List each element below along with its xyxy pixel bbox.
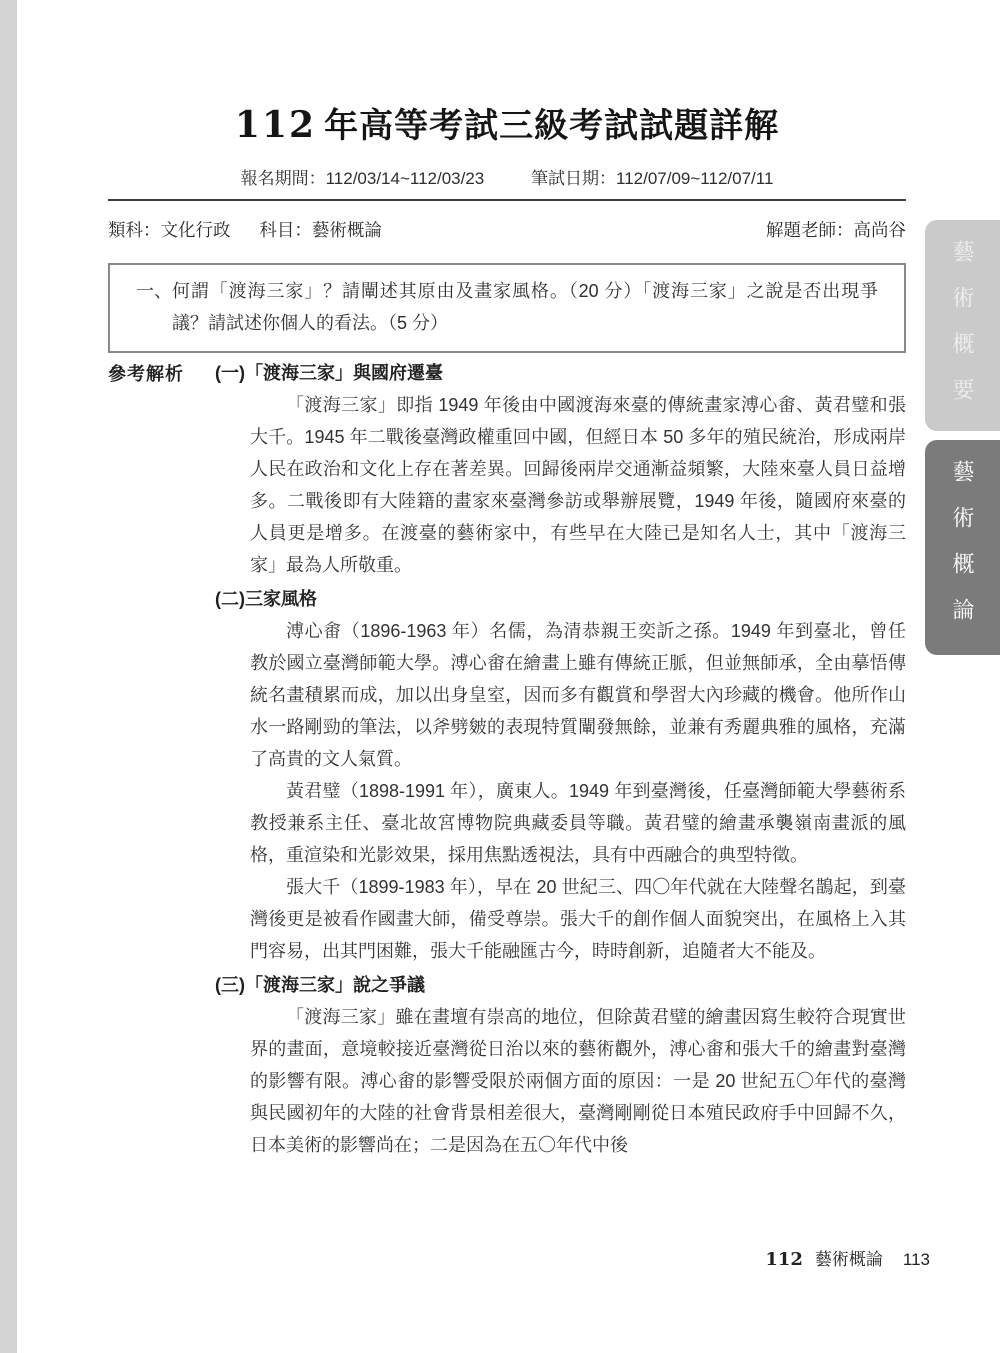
side-tab-art-overview-label: 藝術概要 (950, 240, 975, 424)
section-3-marker: (三) (215, 975, 245, 995)
page-title (108, 103, 906, 155)
section-3-heading (215, 969, 906, 1001)
written-exam-date-value: 112/07/09~112/07/11 (616, 169, 774, 188)
category-subject-line (108, 217, 382, 243)
solver-line (766, 217, 906, 243)
analysis-section-2 (215, 583, 906, 967)
section-2-heading (215, 583, 906, 615)
footer-page-number: 113 (902, 1250, 930, 1269)
section-2-paragraph-3: 張大千（1899-1983 年），早在 20 世紀三、四〇年代就在大陸聲名鵲起，到臺灣後更是被看作國畫大師，備受尊崇。張大千的創作個人面貌突出，在風格上入其門容易，出其門困難，張大千能融匯古今，時時創新，追隨者大不能及。 (250, 877, 906, 961)
registration-period (241, 167, 485, 191)
section-2-heading-text: 三家風格 (245, 589, 317, 609)
section-2-paragraph-1: 溥心畬（1896-1963 年）名儒，為清恭親王奕訢之孫。1949 年到臺北，曾任教於國立臺灣師範大學。溥心畬在繪畫上雖有傳統正脈，但並無師承，全由摹悟傳統名畫積累而成，加以出身皇室，因而多有觀賞和學習大內珍藏的機會。他所作山水一路剛勁的筆法，以斧劈皴的表現特質闡發無餘，並兼有秀麗典雅的風格，充滿了高貴的文人氣質。 (250, 621, 906, 769)
section-1-paragraph-1: 「渡海三家」即指 1949 年後由中國渡海來臺的傳統畫家溥心畬、黃君璧和張大千。1945 年二戰後臺灣政權重回中國，但經日本 50 多年的殖民統治，形成兩岸人民在政治和文化上存在著差異。回歸後兩岸交通漸益頻繁，大陸來臺人員日益增多。二戰後即有大陸籍的畫家來臺灣參訪或舉辦展覽，1949 年後，隨國府來臺的人員更是增多。在渡臺的藝術家中，有些早在大陸已是知名人士，其中「渡海三家」最為人所敬重。 (250, 395, 906, 575)
section-3-heading-text: 「渡海三家」說之爭議 (245, 975, 425, 995)
analysis-section-3 (215, 969, 906, 1161)
written-exam-date-label: 筆試日期： (531, 169, 616, 188)
question-number: 一、 (136, 281, 172, 301)
section-1-marker: (一) (215, 363, 245, 383)
analysis-section-1 (215, 357, 906, 581)
section-1-heading-text: 「渡海三家」與國府遷臺 (245, 363, 443, 383)
section-3-paragraph-1: 「渡海三家」雖在畫壇有崇高的地位，但除黃君璧的繪畫因寫生較符合現實世界的畫面，意境較接近臺灣從日治以來的藝術觀外，溥心畬和張大千的繪畫對臺灣的影響有限。溥心畬的影響受限於兩個方面的原因：一是 20 世紀五〇年代的臺灣與民國初年的大陸的社會背景相差很大，臺灣剛剛從日本殖民政府手中回歸不久，日本美術的影響尚在；二是因為在五〇年代中後 (250, 1007, 906, 1155)
side-tab-art-overview (925, 220, 1000, 431)
analysis-label: 參考解析 (108, 364, 184, 384)
footer-subject: 藝術概論 (814, 1250, 883, 1269)
page-title-year: 112 (234, 104, 317, 146)
solver-name: 高尚谷 (853, 220, 906, 240)
page-title-text: 年高等考試三級考試試題詳解 (324, 107, 780, 145)
page-content (108, 0, 906, 1161)
meta-row (108, 217, 906, 243)
category-value: 文化行政 (160, 220, 231, 240)
page-footer (765, 1245, 930, 1270)
category (108, 220, 231, 240)
section-2-paragraph-2: 黃君璧（1898-1991 年），廣東人。1949 年到臺灣後，任臺灣師範大學藝術系教授兼系主任、臺北故宮博物院典藏委員等職。黃君璧的繪畫承襲嶺南畫派的風格，重渲染和光影效果，採用焦點透視法，具有中西融合的典型特徵。 (250, 781, 906, 865)
subject-value: 藝術概論 (311, 220, 382, 240)
footer-year: 112 (765, 1249, 803, 1270)
header-divider (108, 199, 906, 201)
written-exam-date (531, 167, 773, 191)
side-tab-art-introduction (925, 440, 1000, 655)
subject (259, 220, 382, 240)
analysis-block (108, 357, 906, 1161)
section-2-marker: (二) (215, 589, 245, 609)
registration-period-label: 報名期間： (240, 169, 326, 188)
question-box (108, 263, 906, 353)
category-label: 類科： (108, 220, 161, 240)
exam-dates-line (108, 167, 906, 191)
section-1-heading (215, 357, 906, 389)
registration-period-value: 112/03/14~112/03/23 (325, 169, 485, 188)
question-text: 何謂「渡海三家」？請闡述其原由及畫家風格。（20 分）「渡海三家」之說是否出現爭議？請試述你個人的看法。（5 分） (172, 281, 878, 333)
page-left-margin-strip (0, 0, 17, 1353)
subject-label: 科目： (259, 220, 312, 240)
solver-label: 解題老師： (766, 220, 854, 240)
side-tab-art-introduction-label: 藝術概論 (950, 460, 975, 644)
